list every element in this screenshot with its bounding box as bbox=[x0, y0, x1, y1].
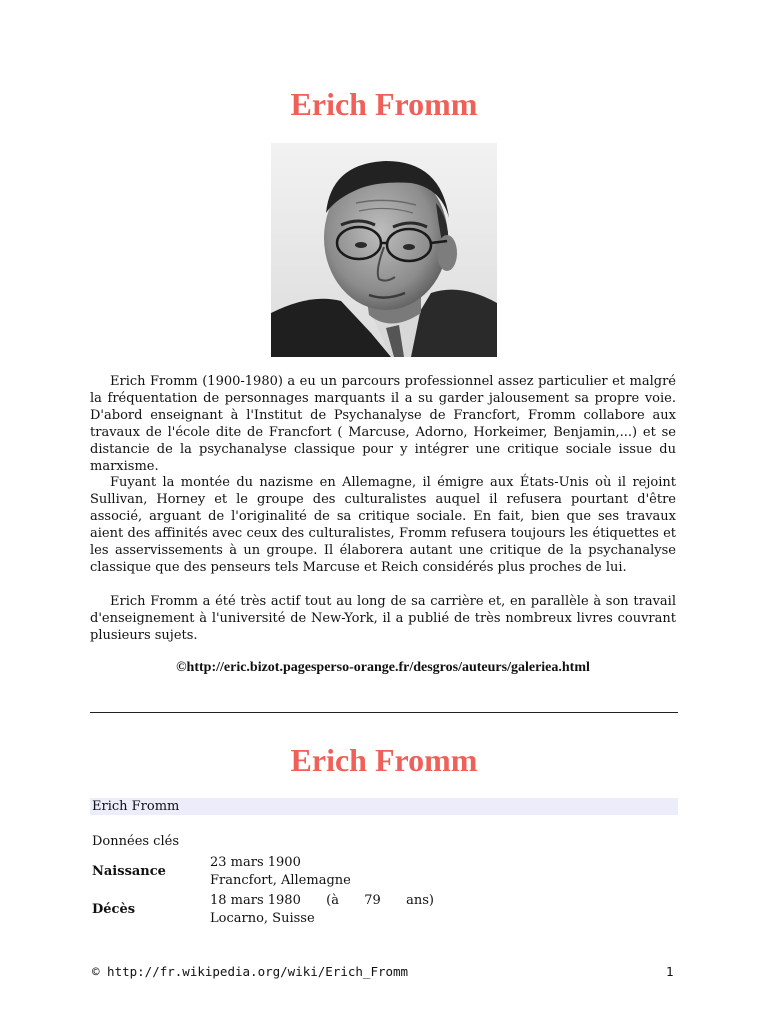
death-place[interactable]: Locarno, Suisse bbox=[210, 911, 315, 926]
page-title: Erich Fromm bbox=[290, 86, 478, 122]
footer-source[interactable]: © http://fr.wikipedia.org/wiki/Erich_Fromm bbox=[92, 964, 409, 979]
source-link[interactable]: ©http://eric.bizot.pagesperso-orange.fr/desgros/auteurs/galeriea.html bbox=[176, 660, 590, 675]
birth-label: Naissance bbox=[92, 864, 166, 879]
birth-date: 23 mars 1900 bbox=[210, 855, 301, 870]
bio-paragraph-1: Erich Fromm (1900-1980) a eu un parcours professionnel assez particulier et malgré la fréquentation de personnages marquants il a su garder jalousement sa propre voie. D'abord enseignant à l'Institut de Psychanalyse de Francfort, Fromm collabore aux travaux de l'école dite de Francfort ( Marcuse, Adorno, Horkeimer, Benjamin,...) et se distancie de la psychanalyse classique pour y intégrer une critique sociale issue du marxisme. bbox=[90, 374, 676, 474]
portrait-image bbox=[271, 143, 497, 357]
death-age: 79 bbox=[364, 893, 381, 908]
page-number: 1 bbox=[666, 964, 674, 979]
death-value bbox=[210, 892, 434, 928]
death-label: Décès bbox=[92, 902, 136, 917]
birth-place[interactable]: Francfort, Allemagne bbox=[210, 873, 351, 888]
bio-paragraph-2: Fuyant la montée du nazisme en Allemagne, il émigre aux États-Unis où il rejoint Sullivan, Horney et le groupe des culturalistes auquel il refusera pourtant d'être associé, arguant de l'originalité de sa critique sociale. En fait, bien que ses travaux aient des affinités avec ceux des culturalistes, Fromm refusera toujours les étiquettes et les asservissements à un groupe. Il élaborera autant une critique de la psychanalyse classique que des penseurs tels Marcuse et Reich considérés plus proches de lui. bbox=[90, 475, 676, 575]
infobox-header: Erich Fromm bbox=[90, 798, 678, 815]
portrait-photo bbox=[271, 143, 497, 357]
infobox-key-data-label: Données clés bbox=[92, 834, 179, 849]
section-title: Erich Fromm bbox=[290, 742, 478, 778]
bio-paragraph-3: Erich Fromm a été très actif tout au long de sa carrière et, en parallèle à son travail d'enseignement à l'université de New-York, il a publié de très nombreux livres couvrant plusieurs sujets. bbox=[90, 594, 676, 643]
death-date: 18 mars 1980 bbox=[210, 893, 301, 908]
birth-value bbox=[210, 854, 351, 890]
death-age-unit: ans) bbox=[406, 893, 434, 908]
section-divider bbox=[90, 712, 678, 713]
death-age-open: (à bbox=[326, 893, 339, 908]
